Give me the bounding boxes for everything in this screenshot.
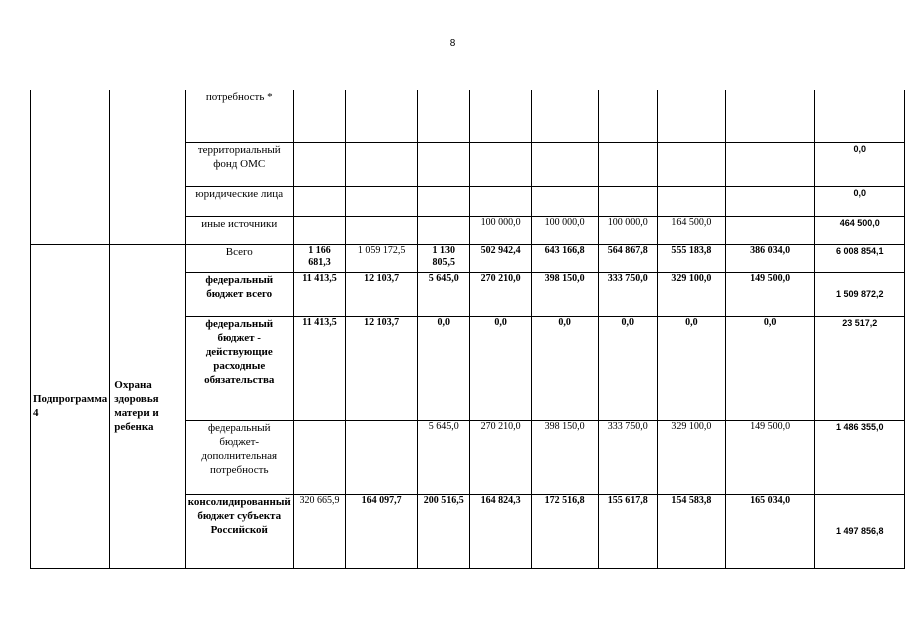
value-cell: 200 516,5 xyxy=(418,494,470,568)
value-cell xyxy=(531,90,598,142)
value-cell xyxy=(293,142,345,186)
value-cell: 0,0 xyxy=(725,316,815,420)
value-cell: 12 103,7 xyxy=(346,316,418,420)
value-cell xyxy=(657,90,725,142)
value-cell: 333 750,0 xyxy=(598,272,657,316)
value-cell: 0,0 xyxy=(531,316,598,420)
value-cell xyxy=(418,216,470,244)
value-cell: 164 824,3 xyxy=(470,494,531,568)
value-cell: 270 210,0 xyxy=(470,272,531,316)
value-cell: 1 130 805,5 xyxy=(418,244,470,272)
value-cell: 0,0 xyxy=(598,316,657,420)
value-cell xyxy=(725,186,815,216)
value-cell: 5 645,0 xyxy=(418,420,470,494)
value-cell: 555 183,8 xyxy=(657,244,725,272)
value-cell: 12 103,7 xyxy=(346,272,418,316)
value-cell: 5 645,0 xyxy=(418,272,470,316)
value-cell xyxy=(657,142,725,186)
value-cell xyxy=(470,186,531,216)
value-cell xyxy=(531,142,598,186)
total-cell: 1 509 872,2 xyxy=(815,272,905,316)
value-cell: 0,0 xyxy=(470,316,531,420)
value-cell: 155 617,8 xyxy=(598,494,657,568)
value-cell: 398 150,0 xyxy=(531,420,598,494)
value-cell xyxy=(418,186,470,216)
program-label-cell: Подпрограмма 4 xyxy=(31,244,110,568)
value-cell: 1 166 681,3 xyxy=(293,244,345,272)
funding-source-cell: федеральный бюджет всего xyxy=(185,272,293,316)
total-cell: 0,0 xyxy=(815,142,905,186)
value-cell xyxy=(725,90,815,142)
total-cell: 1 497 856,8 xyxy=(815,494,905,568)
value-cell: 329 100,0 xyxy=(657,420,725,494)
total-cell: 0,0 xyxy=(815,186,905,216)
budget-table xyxy=(30,90,905,569)
value-cell: 164 500,0 xyxy=(657,216,725,244)
table-row xyxy=(31,90,905,142)
total-cell: 1 486 355,0 xyxy=(815,420,905,494)
total-cell: 6 008 854,1 xyxy=(815,244,905,272)
value-cell: 154 583,8 xyxy=(657,494,725,568)
value-cell xyxy=(418,90,470,142)
page-number: 8 xyxy=(449,38,456,49)
total-cell xyxy=(815,90,905,142)
value-cell: 386 034,0 xyxy=(725,244,815,272)
total-cell: 23 517,2 xyxy=(815,316,905,420)
funding-source-cell: федеральный бюджет-дополнительная потребность xyxy=(185,420,293,494)
subprogram-cell-empty xyxy=(110,90,185,244)
value-cell xyxy=(598,142,657,186)
value-cell: 0,0 xyxy=(418,316,470,420)
value-cell: 270 210,0 xyxy=(470,420,531,494)
value-cell xyxy=(346,90,418,142)
funding-source-cell: юридические лица xyxy=(185,186,293,216)
value-cell xyxy=(346,420,418,494)
value-cell: 502 942,4 xyxy=(470,244,531,272)
value-cell xyxy=(293,420,345,494)
subprogram-name-cell: Охрана здоровья матери и ребенка xyxy=(110,244,185,568)
table-row xyxy=(31,244,905,272)
value-cell: 165 034,0 xyxy=(725,494,815,568)
value-cell xyxy=(470,142,531,186)
value-cell: 564 867,8 xyxy=(598,244,657,272)
program-cell-empty xyxy=(31,90,110,244)
value-cell: 149 500,0 xyxy=(725,420,815,494)
value-cell xyxy=(598,186,657,216)
value-cell xyxy=(725,216,815,244)
value-cell: 164 097,7 xyxy=(346,494,418,568)
value-cell: 100 000,0 xyxy=(531,216,598,244)
value-cell xyxy=(346,216,418,244)
value-cell: 1 059 172,5 xyxy=(346,244,418,272)
total-cell: 464 500,0 xyxy=(815,216,905,244)
funding-source-cell: потребность * xyxy=(185,90,293,142)
value-cell: 11 413,5 xyxy=(293,316,345,420)
value-cell xyxy=(657,186,725,216)
value-cell: 0,0 xyxy=(657,316,725,420)
value-cell: 398 150,0 xyxy=(531,272,598,316)
funding-source-cell: территориальный фонд ОМС xyxy=(185,142,293,186)
value-cell: 11 413,5 xyxy=(293,272,345,316)
value-cell xyxy=(470,90,531,142)
funding-source-cell: федеральный бюджет - действующие расходные обязательства xyxy=(185,316,293,420)
value-cell xyxy=(293,186,345,216)
value-cell: 320 665,9 xyxy=(293,494,345,568)
funding-source-cell: иные источники xyxy=(185,216,293,244)
value-cell xyxy=(598,90,657,142)
value-cell: 149 500,0 xyxy=(725,272,815,316)
value-cell: 100 000,0 xyxy=(470,216,531,244)
value-cell xyxy=(346,186,418,216)
value-cell: 100 000,0 xyxy=(598,216,657,244)
value-cell: 329 100,0 xyxy=(657,272,725,316)
value-cell: 643 166,8 xyxy=(531,244,598,272)
value-cell xyxy=(346,142,418,186)
value-cell xyxy=(293,90,345,142)
value-cell xyxy=(293,216,345,244)
value-cell xyxy=(418,142,470,186)
value-cell xyxy=(725,142,815,186)
value-cell: 333 750,0 xyxy=(598,420,657,494)
funding-source-cell: Всего xyxy=(185,244,293,272)
value-cell: 172 516,8 xyxy=(531,494,598,568)
value-cell xyxy=(531,186,598,216)
funding-source-cell: консолидированный бюджет субъекта Российской xyxy=(185,494,293,568)
